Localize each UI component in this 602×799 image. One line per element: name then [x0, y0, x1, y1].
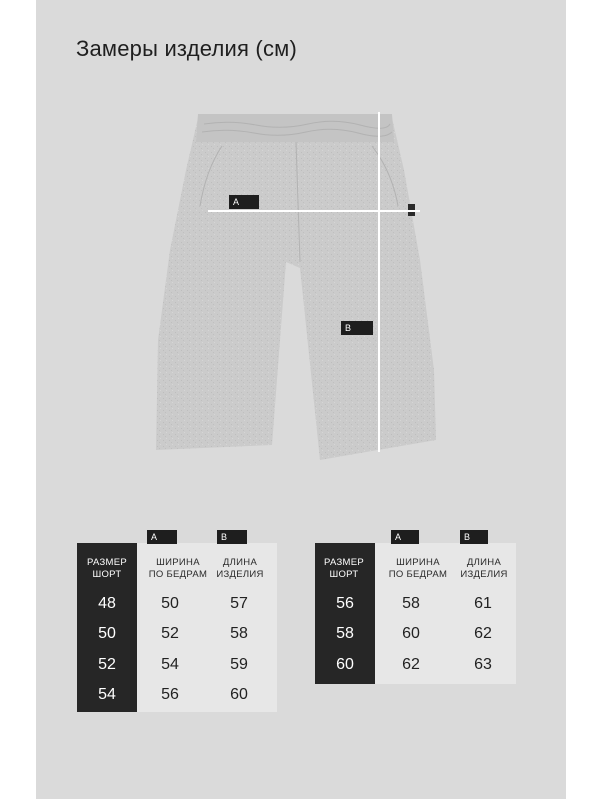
size-value: 56 — [336, 595, 354, 612]
column-tag-b: B — [460, 530, 488, 544]
shorts-body — [156, 118, 436, 460]
header-width: ШИРИНА ПО БЕДРАМ — [388, 557, 448, 580]
measure-label-a: A — [229, 195, 259, 209]
size-value: 52 — [98, 656, 116, 673]
header-size: РАЗМЕР ШОРТ — [323, 557, 365, 580]
column-tag-a: A — [147, 530, 177, 544]
page-title: Замеры изделия (см) — [76, 36, 298, 61]
length-value: 62 — [474, 625, 492, 642]
header-length: ДЛИНА ИЗДЕЛИЯ — [460, 557, 508, 580]
waistband — [196, 114, 394, 142]
width-value: 54 — [161, 656, 179, 673]
length-value: 61 — [474, 595, 492, 612]
length-value: 63 — [474, 656, 492, 673]
size-value: 60 — [336, 656, 354, 673]
header-length: ДЛИНА ИЗДЕЛИЯ — [216, 557, 264, 580]
width-value: 50 — [161, 595, 179, 612]
width-value: 56 — [161, 686, 179, 703]
measure-label-b: B — [341, 321, 373, 335]
column-tag-a: A — [391, 530, 419, 544]
length-value: 60 — [230, 686, 248, 703]
size-value: 54 — [98, 686, 116, 703]
width-value: 62 — [402, 656, 420, 673]
size-value: 58 — [336, 625, 354, 642]
header-size: РАЗМЕР ШОРТ — [86, 557, 128, 580]
width-value: 58 — [402, 595, 420, 612]
width-value: 52 — [161, 625, 179, 642]
header-width: ШИРИНА ПО БЕДРАМ — [148, 557, 208, 580]
length-value: 57 — [230, 595, 248, 612]
width-value: 60 — [402, 625, 420, 642]
length-value: 59 — [230, 656, 248, 673]
size-value: 48 — [98, 595, 116, 612]
length-value: 58 — [230, 625, 248, 642]
size-value: 50 — [98, 625, 116, 642]
column-tag-b: B — [217, 530, 247, 544]
